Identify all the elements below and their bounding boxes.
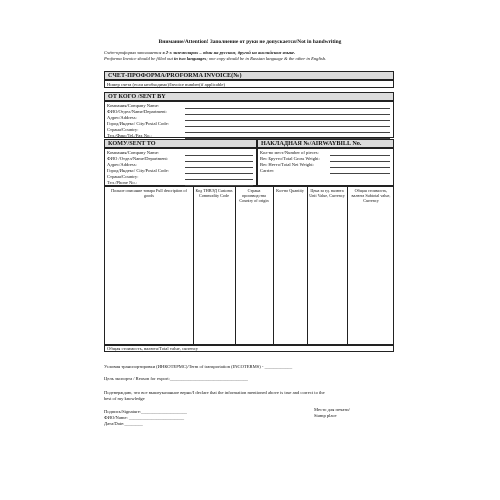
invoice-number-label: Номер счета (если необходимо)/Invoice number(if applicable): [107, 82, 225, 87]
waybill-field-underline: [330, 173, 390, 174]
intro-emphasis: in two languages: [174, 56, 207, 61]
stamp-place-ru: Место для печати/: [314, 407, 350, 412]
sent-to-field-label: ФИО /Отдел/Name/Department:: [107, 156, 169, 161]
col-header-unit-value: Цена за ед. валюта Unit Value, Currency: [309, 188, 345, 198]
sent-to-field-label: Страна/Country:: [107, 174, 139, 179]
declaration-line-1: Подтверждаю, что все вышеуказанное верно/I declare that the information mentioned above is true and correct to the: [104, 390, 325, 395]
intro-text: Счёт-проформа заполняется: [104, 50, 163, 55]
col-quantity: [273, 187, 308, 344]
sent-by-field-label: Город/Индекс/ City/Postal Code:: [107, 121, 169, 126]
export-reason-field[interactable]: Цель экспорта / Reason for export:__________________________________: [104, 376, 248, 381]
intro-text: Proforma Invoice should be filled out: [104, 56, 175, 61]
total-row: [104, 345, 394, 352]
incoterms-field[interactable]: Условия транспортировки (ИНКОТЕРМС)/Term of transportation (INCOTERMS) - ____________: [104, 364, 293, 369]
signature-field[interactable]: Подпись/Signature:____________________: [104, 409, 187, 414]
name-field[interactable]: ФИО/Name: ________________________: [104, 415, 185, 420]
col-header-country: Страна производства Country of origin: [239, 188, 269, 203]
waybill-field-label: Кол-во мест/Number of pieces:: [260, 150, 319, 155]
proforma-header: СЧЕТ-ПРОФОРМА/PROFORMA INVOICE(№): [104, 71, 394, 80]
sent-to-section: [104, 148, 257, 186]
sent-by-section: [104, 101, 394, 138]
sent-by-field-label: Тел./Факс/Tel./Fax No.:: [107, 133, 152, 138]
declaration-line-2: best of my knowledge: [104, 396, 145, 401]
sent-to-header: КОМУ/SENT TO: [104, 139, 257, 148]
stamp-place-en: Stamp place: [314, 413, 337, 418]
sent-to-field-label: Адрес/Address:: [107, 162, 137, 167]
waybill-header: НАКЛАДНАЯ №/AIRWAYBILL No.: [257, 139, 394, 148]
sent-by-field-label: Страна/Country:: [107, 127, 139, 132]
sent-by-header: ОТ КОГО /SENT BY: [104, 92, 394, 101]
sent-by-field-label: Компания/Company Name:: [107, 103, 160, 108]
col-header-customs-code: Код ТНВЭД Customs Commodity Code: [195, 188, 233, 198]
intro-line-2: [104, 56, 326, 62]
waybill-field-label: Carrier:: [260, 168, 275, 173]
col-description: [105, 187, 194, 344]
page-title: Внимание/Attention! Заполнение от руки не допускается/Not in handwriting: [158, 39, 342, 45]
col-header-subtotal: Общая стоимость, валюта Subtotal value, Currency: [351, 188, 391, 203]
col-header-quantity: Кол-во Quantity: [276, 188, 304, 193]
sent-to-field-label: Тел./Phone No.:: [107, 180, 138, 185]
sent-to-field-label: Город/Индекс/ City/Postal Code:: [107, 168, 169, 173]
col-header-description: Полное описание товара Full description of goods: [111, 188, 187, 198]
intro-line-1: [104, 50, 295, 56]
invoice-number-row: [104, 80, 394, 88]
col-country: [235, 187, 274, 344]
col-unit-value: [307, 187, 348, 344]
waybill-field-label: Вес Нетто/Total Net Weight:: [260, 162, 314, 167]
sent-to-field-label: Компания/Company Name:: [107, 150, 160, 155]
intro-emphasis: в 2-х экземплярах – один на русском, другой на английском языке.: [162, 50, 296, 55]
intro-text: ; one copy should be in Russian language & the other in English.: [206, 56, 327, 61]
waybill-section: [257, 148, 394, 186]
col-customs-code: [193, 187, 236, 344]
waybill-field-label: Вес Брутто/Total Gross Weight:: [260, 156, 320, 161]
total-label: Общая стоимость, валюта/Total value, currency: [107, 346, 199, 351]
waybill-field-row[interactable]: [258, 168, 393, 174]
date-field[interactable]: Дата/Date:________: [104, 421, 143, 426]
goods-table: [104, 186, 394, 345]
sent-by-field-label: ФИО/Отдел/Name/Department:: [107, 109, 167, 114]
sent-by-field-label: Адрес/Address:: [107, 115, 137, 120]
